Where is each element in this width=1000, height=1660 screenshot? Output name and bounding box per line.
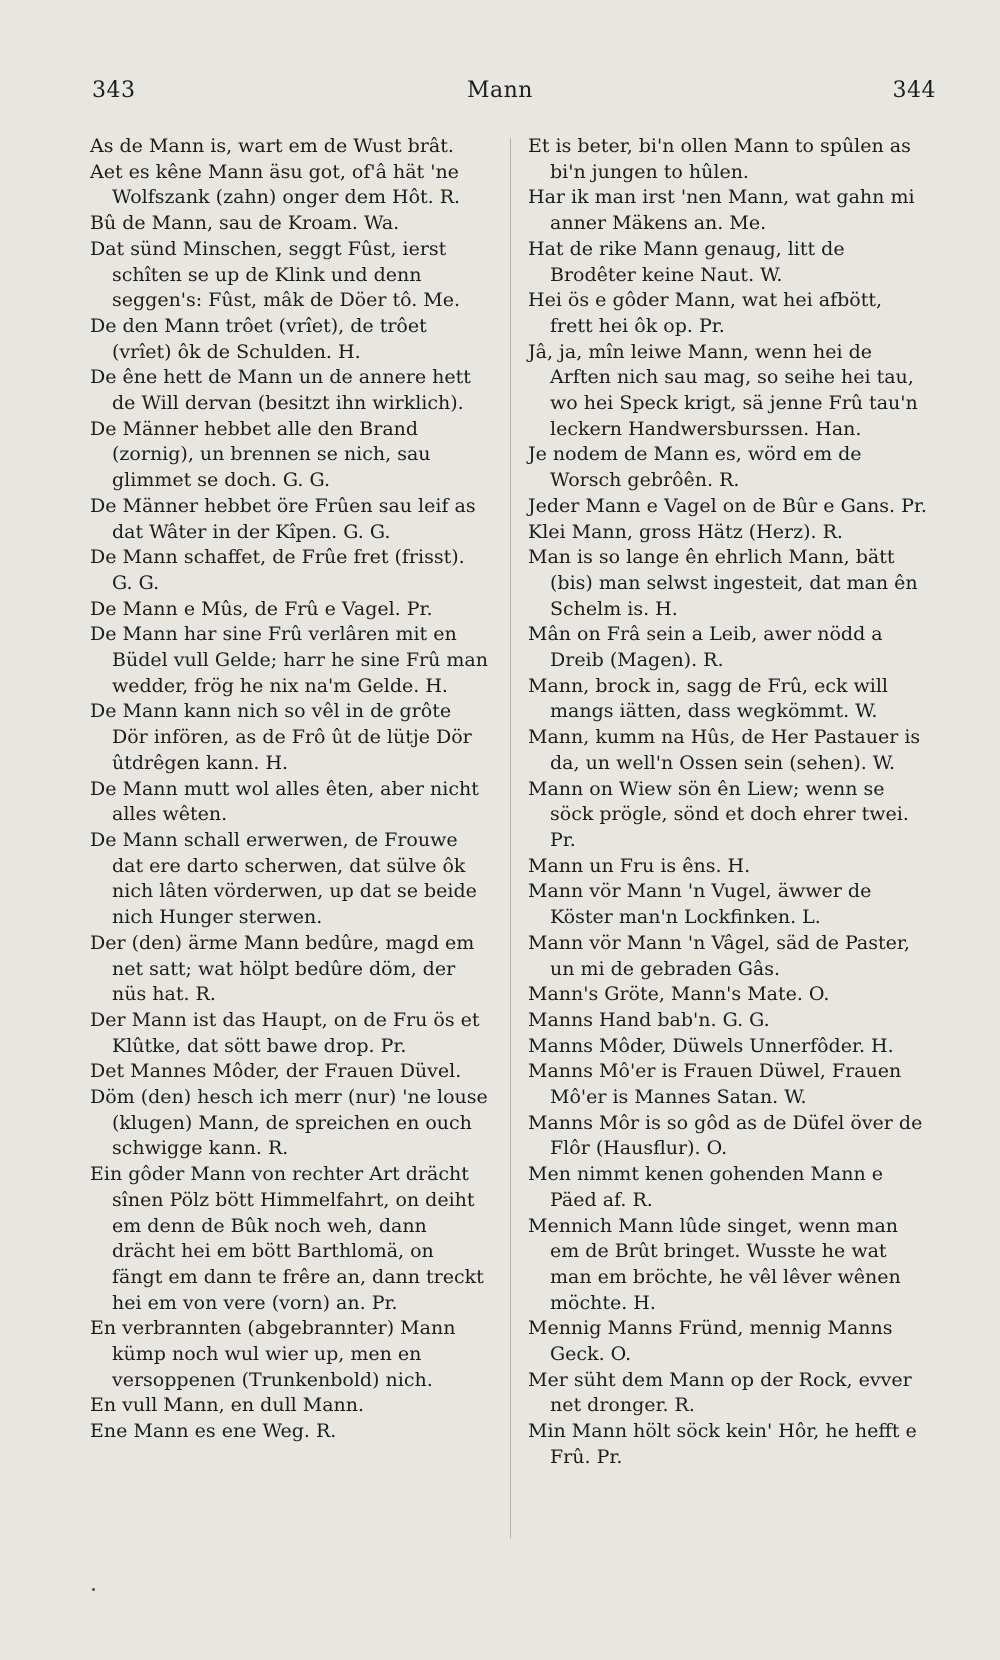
proverb-entry: Mân on Frâ sein a Leib, awer nödd a Dreib (Magen). R. — [528, 623, 883, 672]
column-divider — [510, 138, 511, 1538]
proverb-entry: De Mann mutt wol alles êten, aber nicht alles wêten. — [90, 777, 479, 826]
proverb-entry: As de Mann is, wart em de Wust brât. — [90, 135, 454, 157]
proverb-entry: En vull Mann, en dull Mann. — [90, 1394, 365, 1417]
proverb-entry: Mann, kumm na Hûs, de Her Pastauer is da, un well'n Ossen sein (sehen). W. — [528, 726, 921, 774]
proverb-entry: De Männer hebbet alle den Brand (zornig), un brennen se nich, sau glimmet se doch. G. G. — [90, 417, 431, 492]
proverb-entry: Manns Mô'er is Frauen Düwel, Frauen Mô'er is Mannes Satan. W. — [528, 1060, 902, 1109]
proverb-entry: Dat sünd Minschen, seggt Fûst, ierst schîten se up de Klink und denn seggen's: Fûst, mâk de Döer tô. Me. — [90, 237, 461, 312]
proverb-entry: De Mann e Mûs, de Frû e Vagel. Pr. — [90, 597, 433, 620]
proverb-entry: Der (den) ärme Mann bedûre, magd em net satt; wat hölpt bedûre döm, der nüs hat. R. — [90, 931, 475, 1006]
proverb-entry: Aet es kêne Mann äsu got, of'â hät 'ne Wolfszank (zahn) onger dem Hôt. R. — [90, 160, 461, 209]
proverb-entry: Je nodem de Mann es, wörd em de Worsch gebrôên. R. — [528, 443, 862, 492]
proverb-entry: Manns Hand bab'n. G. G. — [528, 1008, 770, 1031]
proverb-entry: De êne hett de Mann un de annere hett de Will dervan (besitzt ihn wirklich). — [90, 366, 471, 415]
proverb-entry: Har ik man irst 'nen Mann, wat gahn mi anner Mäkens an. Me. — [528, 186, 915, 235]
proverb-entry: De Mann schaffet, de Frûe fret (frisst). G. G. — [90, 546, 465, 594]
proverb-entry: Jeder Mann e Vagel on de Bûr e Gans. Pr. — [528, 494, 927, 517]
proverb-entry: Ene Mann es ene Weg. R. — [90, 1420, 337, 1443]
proverb-entry: Mann un Fru is êns. H. — [528, 854, 751, 877]
running-head: Mann — [467, 78, 533, 103]
proverb-entry: Manns Môder, Düwels Unnerfôder. H. — [528, 1034, 894, 1057]
proverb-entry: Mennich Mann lûde singet, wenn man em de Brût bringet. Wusste he wat man em bröchte, he vêl lêver wênen möchte. H. — [528, 1214, 901, 1314]
proverb-entry: Bû de Mann, sau de Kroam. Wa. — [90, 212, 400, 235]
proverb-entry: Hei ös e gôder Mann, wat hei afbött, frett hei ôk op. Pr. — [528, 289, 883, 337]
proverb-entry: Mennig Manns Fründ, mennig Manns Geck. O. — [528, 1317, 893, 1366]
ink-speck — [92, 1588, 95, 1591]
proverb-entry: Det Mannes Môder, der Frauen Düvel. — [90, 1060, 462, 1083]
left-column — [90, 134, 490, 1445]
proverb-entry: Mann vör Mann 'n Vâgel, säd de Paster, un mi de gebraden Gâs. — [528, 931, 910, 980]
proverb-entry: Mann, brock in, sagg de Frû, eck will mangs iätten, dass wegkömmt. W. — [528, 674, 889, 723]
proverb-entry: Manns Môr is so gôd as de Düfel över de Flôr (Hausflur). O. — [528, 1111, 923, 1160]
proverb-entry: Et is beter, bi'n ollen Mann to spûlen as bi'n jungen to hûlen. — [528, 135, 911, 183]
proverb-entry: Mann's Gröte, Mann's Mate. O. — [528, 983, 830, 1006]
proverb-entry: Döm (den) hesch ich merr (nur) 'ne louse (klugen) Mann, de spreichen en ouch schwigge kann. R. — [90, 1086, 488, 1160]
proverb-entry: De Mann har sine Frû verlâren mit en Büdel vull Gelde; harr he sine Frû man wedder, frög he nix na'm Gelde. H. — [90, 623, 488, 697]
proverb-entry: De Mann kann nich so vêl in de grôte Dör infören, as de Frô ût de lütje Dör ûtdrêgen kann. H. — [90, 700, 472, 774]
right-page-number: 344 — [892, 78, 936, 103]
right-column — [528, 134, 928, 1471]
proverb-entry: En verbrannten (abgebrannter) Mann kümp noch wul wier up, men en versoppenen (Trunkenbold) nich. — [90, 1317, 456, 1391]
proverb-entry: Man is so lange ên ehrlich Mann, bätt (bis) man selwst ingesteit, dat man ên Schelm is. H. — [528, 546, 918, 620]
proverb-entry: Hat de rike Mann genaug, litt de Brodêter keine Naut. W. — [528, 237, 845, 286]
proverb-entry: Mer süht dem Mann op der Rock, evver net dronger. R. — [528, 1368, 912, 1417]
proverb-entry: De Männer hebbet öre Frûen sau leif as dat Wâter in der Kîpen. G. G. — [90, 494, 476, 543]
proverb-entry: Ein gôder Mann von rechter Art drächt sînen Pölz bött Himmelfahrt, on deiht em denn de Bûk noch weh, dann drächt hei em bött Barthlomä, on fängt em dann te frêre an, dann treckt hei em von vere (vorn) an. Pr. — [90, 1163, 484, 1314]
proverb-entry: Mann on Wiew sön ên Liew; wenn se söck prögle, sönd et doch ehrer twei. Pr. — [528, 777, 909, 851]
proverb-entry: Der Mann ist das Haupt, on de Fru ös et Klûtke, dat sött bawe drop. Pr. — [90, 1008, 480, 1057]
proverb-entry: Mann vör Mann 'n Vugel, äwwer de Köster man'n Lockfinken. L. — [528, 880, 872, 929]
proverb-entry: De Mann schall erwerwen, de Frouwe dat ere darto scherwen, dat sülve ôk nich lâten vörderwen, up dat se beide nich Hunger sterwen. — [90, 828, 477, 929]
proverb-entry: Min Mann hölt söck kein' Hôr, he hefft e Frû. Pr. — [528, 1420, 917, 1468]
proverb-entry: Men nimmt kenen gohenden Mann e Päed af. R. — [528, 1163, 884, 1211]
proverb-entry: De den Mann trôet (vrîet), de trôet (vrîet) ôk de Schulden. H. — [90, 314, 427, 363]
left-page-number: 343 — [92, 78, 136, 103]
proverb-entry: Jâ, ja, mîn leiwe Mann, wenn hei de Arften nich sau mag, so seihe hei tau, wo hei Speck krigt, sä jenne Frû tau'n leckern Handwersburssen. Han. — [528, 340, 918, 440]
proverb-entry: Klei Mann, gross Hätz (Herz). R. — [528, 520, 843, 543]
